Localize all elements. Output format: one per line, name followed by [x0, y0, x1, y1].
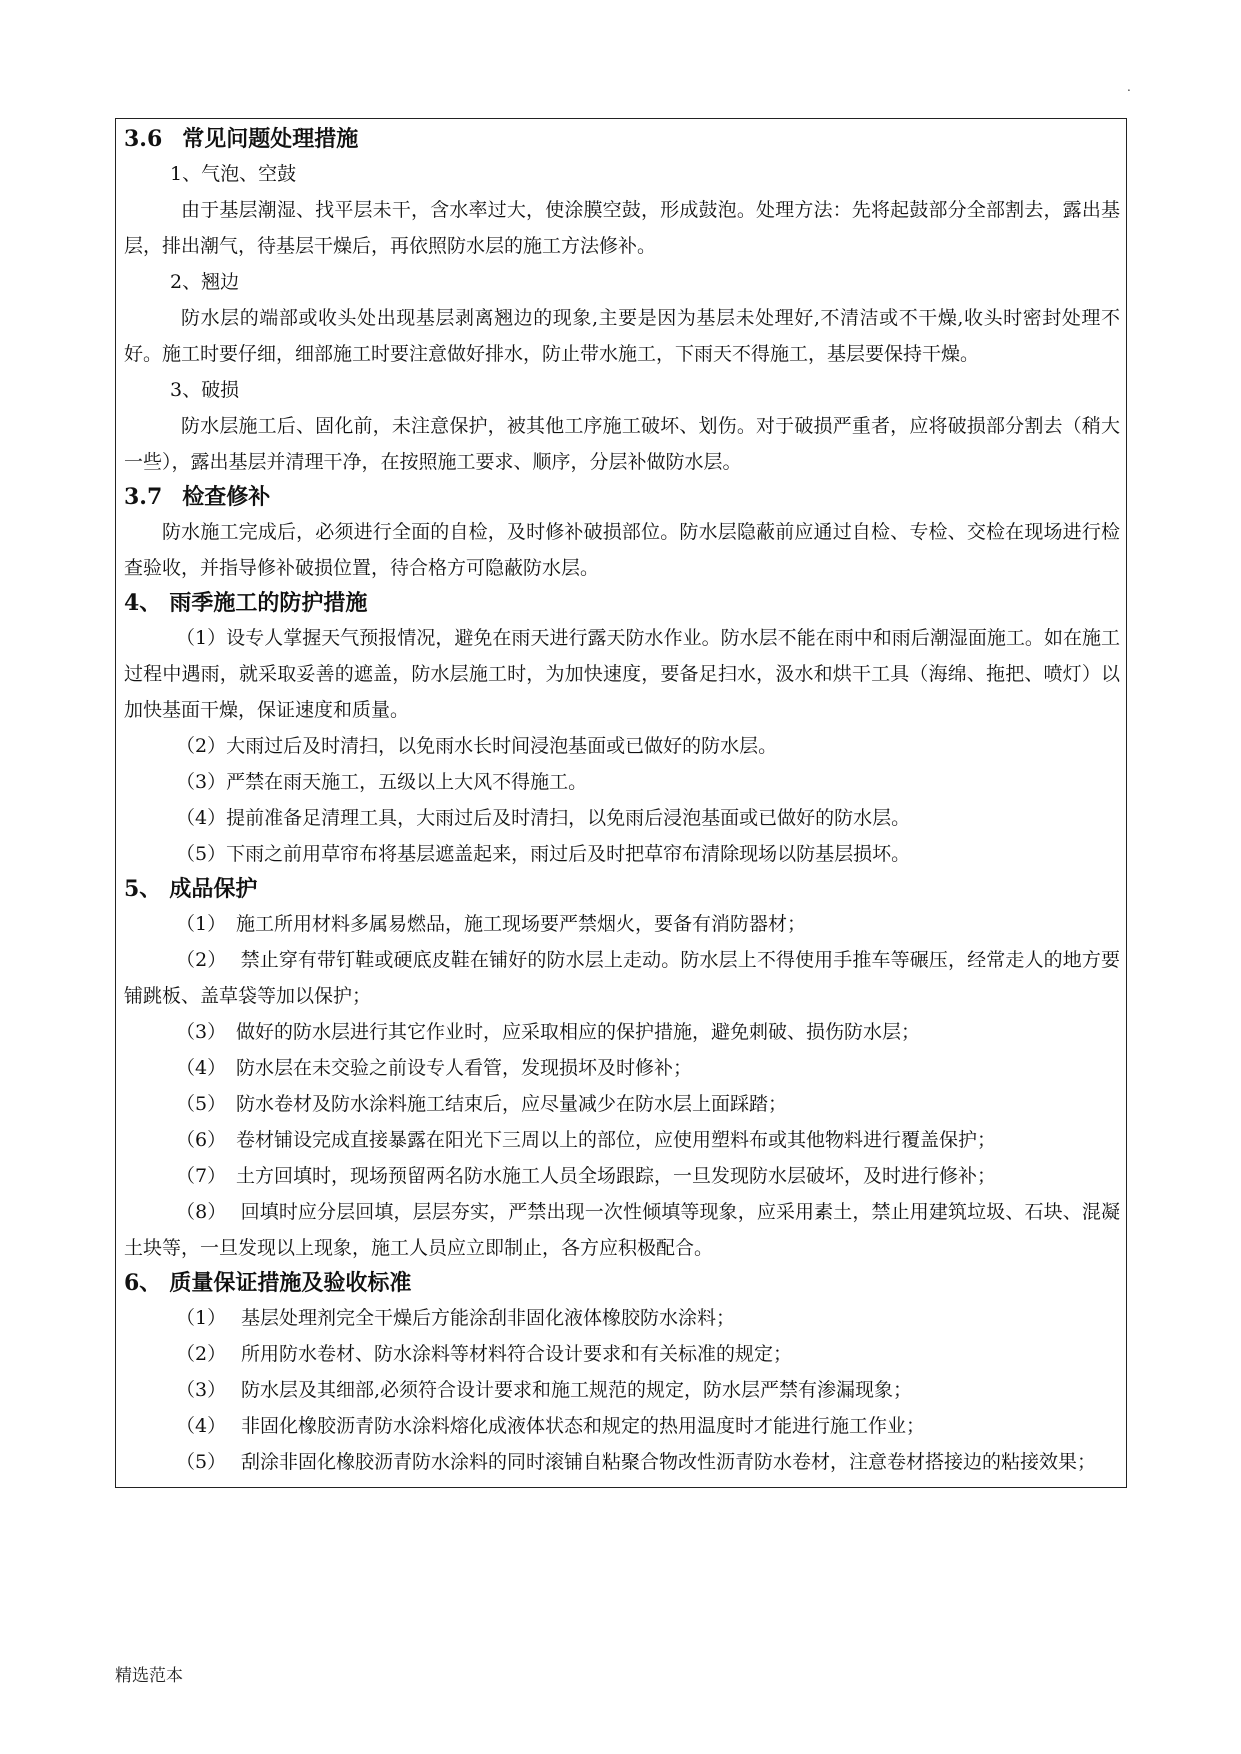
item-text: 防水层及其细部,必须符合设计要求和施工规范的规定，防水层严禁有渗漏现象；	[241, 1379, 913, 1401]
subheading-damage: 3、破损	[170, 379, 240, 401]
item-number: （2）	[176, 1343, 227, 1365]
rain-item: （5）下雨之前用草帘布将基层遮盖起来，雨过后及时把草帘布清除现场以防基层损坏。	[176, 843, 911, 865]
item-number: （2）	[176, 949, 227, 971]
item-number: （1）	[176, 1307, 227, 1329]
item-number: （5）	[176, 1093, 227, 1115]
protection-item	[124, 1194, 1120, 1266]
protection-item	[124, 1158, 1120, 1194]
item-number: （8）	[176, 1201, 227, 1223]
rain-item: （2）大雨过后及时清扫，以免雨水长时间浸泡基面或已做好的防水层。	[176, 735, 778, 757]
item-text: 刮涂非固化橡胶沥青防水涂料的同时滚铺自粘聚合物改性沥青防水卷材，注意卷材搭接边的粘接效果；	[241, 1451, 1097, 1473]
item-number: （3）	[176, 1379, 227, 1401]
item-number: （4）	[176, 1057, 227, 1079]
item-number: （3）	[176, 1021, 227, 1043]
quality-item	[124, 1408, 1120, 1444]
protection-item	[124, 942, 1120, 1014]
item-text: 卷材铺设完成直接暴露在阳光下三周以上的部位，应使用塑料布或其他物料进行覆盖保护；	[236, 1129, 997, 1151]
item-text: 防水层在未交验之前设专人看管，发现损坏及时修补；	[236, 1057, 693, 1079]
subheading-edge-lifting: 2、翘边	[170, 271, 240, 293]
section-number: 6、	[124, 1270, 162, 1296]
item-text: 做好的防水层进行其它作业时，应采取相应的保护措施，避免刺破、损伤防水层；	[236, 1021, 921, 1043]
section-6-heading	[124, 1266, 1120, 1300]
quality-item	[124, 1300, 1120, 1336]
protection-item	[124, 906, 1120, 942]
protection-item	[124, 1122, 1120, 1158]
paragraph-edge-lifting: 防水层的端部或收头处出现基层剥离翘边的现象,主要是因为基层未处理好,不清洁或不干燥,收头时密封处理不好。施工时要仔细，细部施工时要注意做好排水，防止带水施工，下雨天不得施工，基层要保持干燥。	[124, 307, 1120, 365]
corner-mark: .	[1127, 80, 1131, 94]
item-text: 所用防水卷材、防水涂料等材料符合设计要求和有关标准的规定；	[241, 1343, 793, 1365]
footer-label: 精选范本	[115, 1666, 183, 1686]
item-number: （4）	[176, 1415, 227, 1437]
section-title: 成品保护	[169, 876, 258, 902]
rain-item: （3）严禁在雨天施工，五级以上大风不得施工。	[176, 771, 588, 793]
protection-item	[124, 1014, 1120, 1050]
rain-item: （1）设专人掌握天气预报情况，避免在雨天进行露天防水作业。防水层不能在雨中和雨后潮湿面施工。如在施工过程中遇雨，就采取妥善的遮盖，防水层施工时，为加快速度，要备足扫水，汲水和烘干工具（海绵、拖把、喷灯）以加快基面干燥，保证速度和质量。	[124, 627, 1120, 721]
document-body	[124, 122, 1120, 1480]
item-text: 防水卷材及防水涂料施工结束后，应尽量减少在防水层上面踩踏；	[236, 1093, 788, 1115]
paragraph-damage: 防水层施工后、固化前，未注意保护，被其他工序施工破坏、划伤。对于破损严重者，应将破损部分割去（稍大一些），露出基层并清理干净，在按照施工要求、顺序，分层补做防水层。	[124, 415, 1120, 473]
section-title: 检查修补	[182, 484, 271, 510]
quality-item	[124, 1372, 1120, 1408]
section-3-6-heading	[124, 122, 1120, 156]
item-number: （7）	[176, 1165, 227, 1187]
item-text: 回填时应分层回填，层层夯实，严禁出现一次性倾填等现象，应采用素土，禁止用建筑垃圾、石块、混凝土块等，一旦发现以上现象，施工人员应立即制止，各方应积极配合。	[124, 1201, 1120, 1259]
subheading-bubbles: 1、气泡、空鼓	[170, 163, 297, 185]
item-text: 施工所用材料多属易燃品，施工现场要严禁烟火，要备有消防器材；	[236, 913, 807, 935]
section-number: 5、	[124, 876, 162, 902]
section-number: 4、	[124, 590, 162, 616]
protection-item	[124, 1050, 1120, 1086]
item-number: （1）	[176, 913, 227, 935]
section-4-heading	[124, 586, 1120, 620]
item-text: 非固化橡胶沥青防水涂料熔化成液体状态和规定的热用温度时才能进行施工作业；	[241, 1415, 926, 1437]
quality-item	[124, 1336, 1120, 1372]
paragraph-bubbles: 由于基层潮湿、找平层未干，含水率过大，使涂膜空鼓，形成鼓泡。处理方法：先将起鼓部分全部割去，露出基层，排出潮气，待基层干燥后，再依照防水层的施工方法修补。	[124, 199, 1120, 257]
section-5-heading	[124, 872, 1120, 906]
rain-item: （4）提前准备足清理工具，大雨过后及时清扫，以免雨后浸泡基面或已做好的防水层。	[176, 807, 911, 829]
quality-item	[124, 1444, 1120, 1480]
section-number: 3.6	[124, 126, 163, 152]
item-number: （5）	[176, 1451, 227, 1473]
section-title: 质量保证措施及验收标准	[169, 1270, 412, 1296]
protection-item	[124, 1086, 1120, 1122]
section-3-7-heading	[124, 480, 1120, 514]
item-text: 禁止穿有带钉鞋或硬底皮鞋在铺好的防水层上走动。防水层上不得使用手推车等碾压，经常走人的地方要铺跳板、盖草袋等加以保护；	[124, 949, 1120, 1007]
item-text: 土方回填时，现场预留两名防水施工人员全场跟踪，一旦发现防水层破坏，及时进行修补；	[236, 1165, 997, 1187]
item-number: （6）	[176, 1129, 227, 1151]
paragraph-inspection: 防水施工完成后，必须进行全面的自检，及时修补破损部位。防水层隐蔽前应通过自检、专检、交检在现场进行检查验收，并指导修补破损位置，待合格方可隐蔽防水层。	[124, 521, 1120, 579]
item-text: 基层处理剂完全干燥后方能涂刮非固化液体橡胶防水涂料；	[241, 1307, 736, 1329]
section-title: 常见问题处理措施	[182, 126, 359, 152]
section-title: 雨季施工的防护措施	[169, 590, 368, 616]
section-number: 3.7	[124, 484, 163, 510]
